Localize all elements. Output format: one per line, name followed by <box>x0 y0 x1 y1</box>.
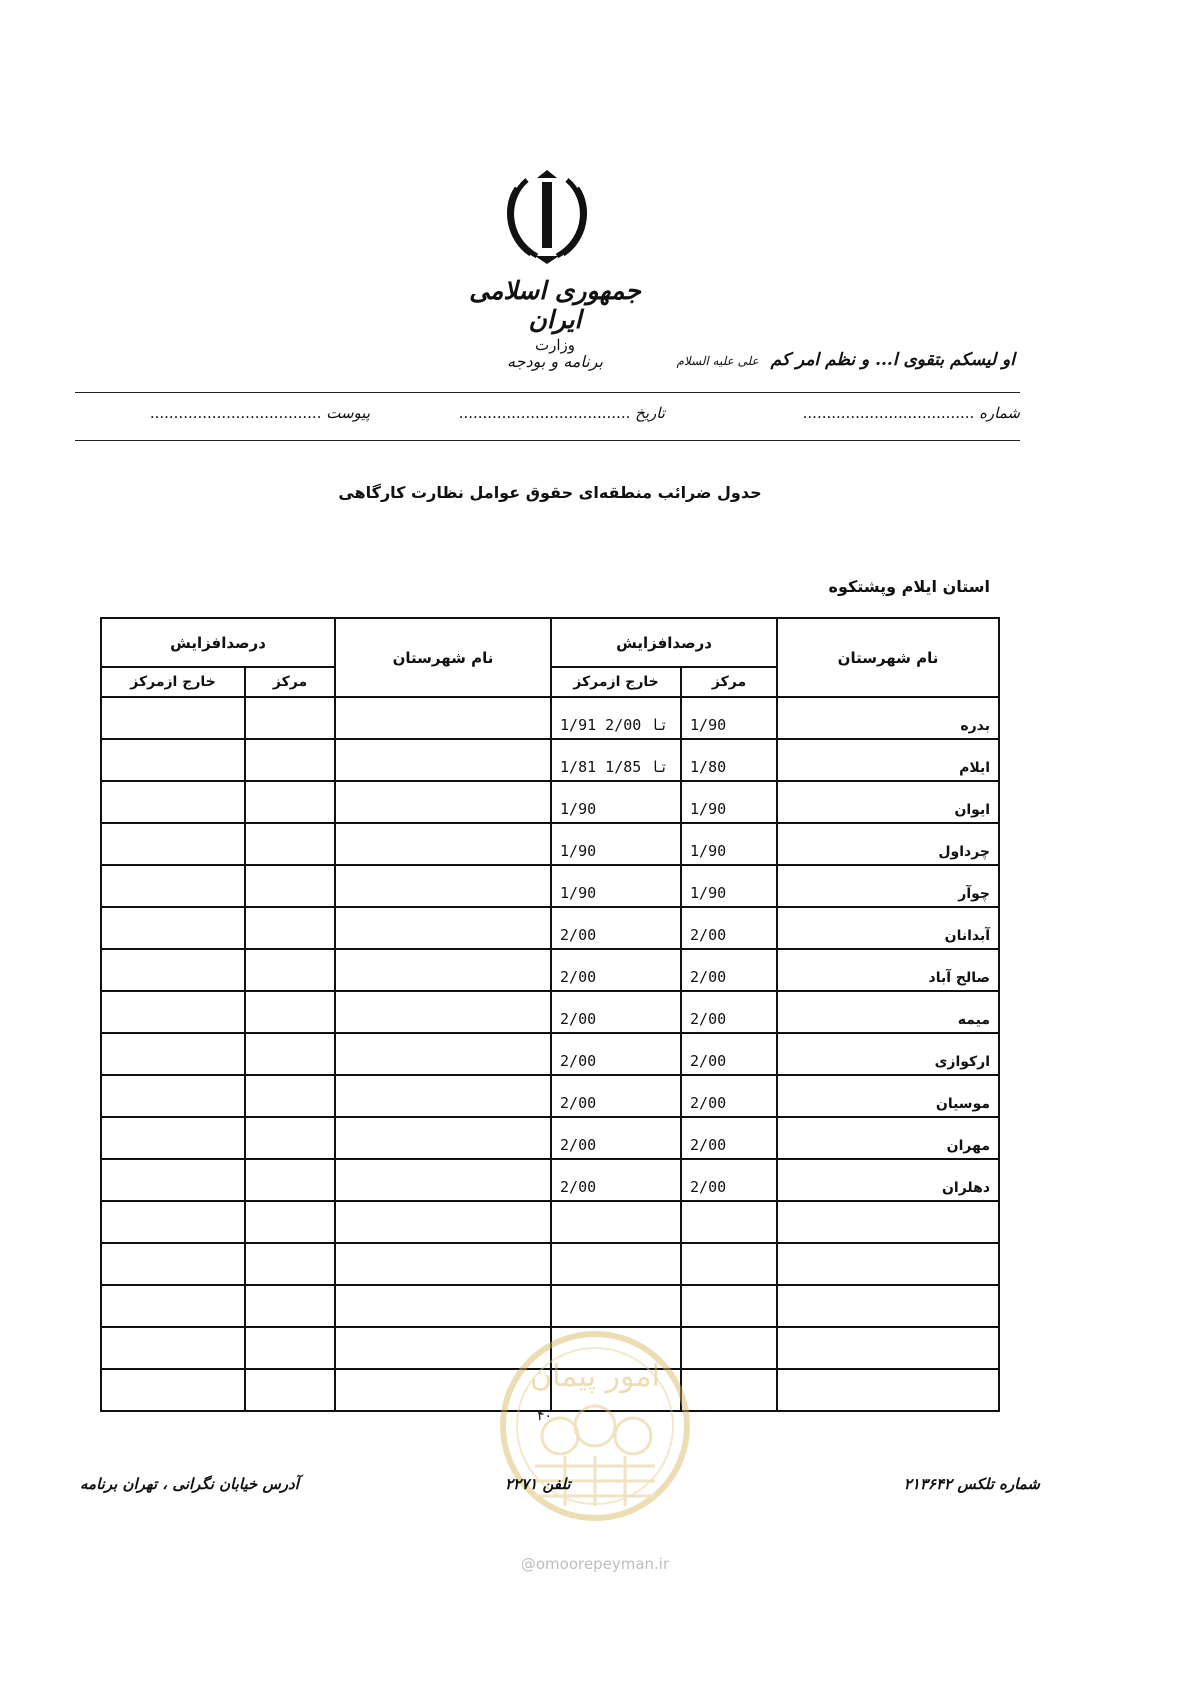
center-cell-empty <box>245 739 335 781</box>
city-cell-empty <box>335 949 551 991</box>
city-cell <box>777 1201 999 1243</box>
table-row <box>101 1285 999 1327</box>
table-row <box>101 907 999 949</box>
watermark-seal-icon <box>495 1326 695 1526</box>
center-cell-empty <box>245 1201 335 1243</box>
number-label: شماره <box>979 404 1020 422</box>
center-cell <box>681 1285 777 1327</box>
city-cell-empty <box>335 1159 551 1201</box>
table-row <box>101 949 999 991</box>
watermark-text: @omoorepeyman.ir <box>520 1555 670 1573</box>
center-cell-empty <box>245 1117 335 1159</box>
outside-cell-empty <box>101 1327 245 1369</box>
table-row <box>101 739 999 781</box>
center-cell: 2/00 <box>681 1033 777 1075</box>
attachment-field <box>150 404 370 422</box>
outside-cell-empty <box>101 1285 245 1327</box>
header-divider-top <box>75 392 1020 393</box>
outside-cell-empty <box>101 991 245 1033</box>
table-row <box>101 1075 999 1117</box>
outside-cell-empty <box>101 1243 245 1285</box>
center-cell: 1/90 <box>681 697 777 739</box>
header-outside-left: خارج ازمرکز <box>101 667 245 697</box>
table-row <box>101 1243 999 1285</box>
center-cell-empty <box>245 1033 335 1075</box>
outside-cell: 2/00 <box>551 907 681 949</box>
outside-cell-empty <box>101 949 245 991</box>
center-cell-empty <box>245 1369 335 1411</box>
center-cell-empty <box>245 697 335 739</box>
city-cell: چوآر <box>777 865 999 907</box>
city-cell: چرداول <box>777 823 999 865</box>
country-name: جمهوری اسلامی ایران <box>469 276 641 334</box>
center-cell: 2/00 <box>681 1075 777 1117</box>
table-row <box>101 1201 999 1243</box>
center-cell-empty <box>245 823 335 865</box>
page-number: ۴۰ <box>537 1408 553 1424</box>
center-cell-empty <box>245 1159 335 1201</box>
outside-cell <box>551 1201 681 1243</box>
city-cell-empty <box>335 1075 551 1117</box>
outside-cell: 2/00 <box>551 1117 681 1159</box>
center-cell-empty <box>245 907 335 949</box>
center-cell: 1/90 <box>681 823 777 865</box>
header-increase-left: درصدافزایش <box>101 618 335 667</box>
city-cell-empty <box>335 865 551 907</box>
center-cell-empty <box>245 1243 335 1285</box>
table-row <box>101 697 999 739</box>
city-cell: دهلران <box>777 1159 999 1201</box>
outside-cell-empty <box>101 907 245 949</box>
outside-cell: 2/00 <box>551 949 681 991</box>
header-center-right: مرکز <box>681 667 777 697</box>
outside-cell: 2/00 <box>551 1075 681 1117</box>
city-cell: میمه <box>777 991 999 1033</box>
center-cell <box>681 1369 777 1411</box>
outside-cell-empty <box>101 1117 245 1159</box>
center-cell-empty <box>245 949 335 991</box>
outside-cell-empty <box>101 697 245 739</box>
city-cell: مهران <box>777 1117 999 1159</box>
center-cell <box>681 1327 777 1369</box>
outside-cell-empty <box>101 1075 245 1117</box>
date-value: .................................... <box>458 404 631 422</box>
center-cell-empty <box>245 1075 335 1117</box>
attachment-value: .................................... <box>149 404 322 422</box>
city-cell <box>777 1243 999 1285</box>
coefficients-table <box>100 617 1000 1412</box>
outside-cell-empty <box>101 865 245 907</box>
center-cell-empty <box>245 865 335 907</box>
iran-emblem-icon <box>497 168 597 268</box>
table-row <box>101 991 999 1033</box>
center-cell: 2/00 <box>681 991 777 1033</box>
center-cell-empty <box>245 1327 335 1369</box>
ministry-label: وزارت <box>534 336 576 354</box>
center-cell: 2/00 <box>681 949 777 991</box>
center-cell-empty <box>245 1285 335 1327</box>
city-cell: موسیان <box>777 1075 999 1117</box>
header-outside-right: خارج ازمرکز <box>551 667 681 697</box>
city-cell: ایلام <box>777 739 999 781</box>
center-cell <box>681 1201 777 1243</box>
meta-row <box>100 404 1020 428</box>
number-field <box>803 404 1020 422</box>
outside-cell-empty <box>101 1159 245 1201</box>
greeting-attribution: علی علیه السلام <box>676 354 759 368</box>
outside-cell: 1/90 <box>551 865 681 907</box>
outside-cell-empty <box>101 1369 245 1411</box>
center-cell: 2/00 <box>681 1117 777 1159</box>
city-cell-empty <box>335 697 551 739</box>
city-cell-empty <box>335 991 551 1033</box>
city-cell: آبدانان <box>777 907 999 949</box>
city-cell <box>777 1327 999 1369</box>
date-label: تاریخ <box>635 404 665 422</box>
header-center-left: مرکز <box>245 667 335 697</box>
city-cell-empty <box>335 1033 551 1075</box>
city-cell: ارکوازی <box>777 1033 999 1075</box>
header-city-right: نام شهرستان <box>777 618 999 697</box>
greeting-line <box>676 350 1015 370</box>
city-cell-empty <box>335 781 551 823</box>
svg-text:امور پیمان: امور پیمان <box>530 1359 660 1394</box>
center-cell: 2/00 <box>681 907 777 949</box>
outside-cell: 1/90 <box>551 823 681 865</box>
outside-cell-empty <box>101 1033 245 1075</box>
header-increase-right: درصدافزایش <box>551 618 777 667</box>
attachment-label: پیوست <box>326 404 370 422</box>
center-cell-empty <box>245 991 335 1033</box>
city-cell-empty <box>335 1285 551 1327</box>
center-cell <box>681 1243 777 1285</box>
center-cell: 1/80 <box>681 739 777 781</box>
greeting-text: او لیسکم بتقوی ا... و نظم امر کم <box>770 350 1015 370</box>
city-cell-empty <box>335 739 551 781</box>
outside-cell-empty <box>101 823 245 865</box>
outside-cell <box>551 1243 681 1285</box>
outside-cell: 2/00 <box>551 991 681 1033</box>
header-city-left: نام شهرستان <box>335 618 551 697</box>
document-title: حدول ضرائب منطقه‌ای حقوق عوامل نظارت کارگاهی <box>338 483 762 502</box>
date-field <box>459 404 665 422</box>
outside-cell-empty <box>101 1201 245 1243</box>
outside-cell: 1/81 تا 1/85 <box>551 739 681 781</box>
center-cell: 1/90 <box>681 865 777 907</box>
table-row <box>101 823 999 865</box>
city-cell-empty <box>335 1117 551 1159</box>
center-cell: 1/90 <box>681 781 777 823</box>
outside-cell: 1/90 <box>551 781 681 823</box>
footer-telex: شماره تلکس ۲۱۳۶۴۲ <box>903 1475 1040 1493</box>
city-cell-empty <box>335 823 551 865</box>
outside-cell: 2/00 <box>551 1033 681 1075</box>
outside-cell-empty <box>101 739 245 781</box>
city-cell <box>777 1369 999 1411</box>
city-cell-empty <box>335 1201 551 1243</box>
header-divider-bottom <box>75 440 1020 441</box>
city-cell-empty <box>335 907 551 949</box>
footer-phone: تلفن ۲۲۷۱ <box>505 1475 571 1493</box>
outside-cell: 2/00 <box>551 1159 681 1201</box>
city-cell: بدره <box>777 697 999 739</box>
footer-address: آدرس خیابان نگرانی ، تهران برنامه <box>80 1475 299 1493</box>
table-row <box>101 1117 999 1159</box>
center-cell-empty <box>245 781 335 823</box>
city-cell: صالح آباد <box>777 949 999 991</box>
province-name: استان ایلام وپشتکوه <box>828 577 990 596</box>
table-row <box>101 781 999 823</box>
city-cell-empty <box>335 1243 551 1285</box>
number-value: .................................... <box>802 404 975 422</box>
center-cell: 2/00 <box>681 1159 777 1201</box>
table-row <box>101 1033 999 1075</box>
letterhead <box>450 276 660 371</box>
city-cell <box>777 1285 999 1327</box>
outside-cell: 1/91 تا 2/00 <box>551 697 681 739</box>
outside-cell-empty <box>101 781 245 823</box>
table-row <box>101 865 999 907</box>
table-row <box>101 1159 999 1201</box>
city-cell: ایوان <box>777 781 999 823</box>
ministry-name: برنامه و بودجه <box>507 352 603 371</box>
outside-cell <box>551 1285 681 1327</box>
